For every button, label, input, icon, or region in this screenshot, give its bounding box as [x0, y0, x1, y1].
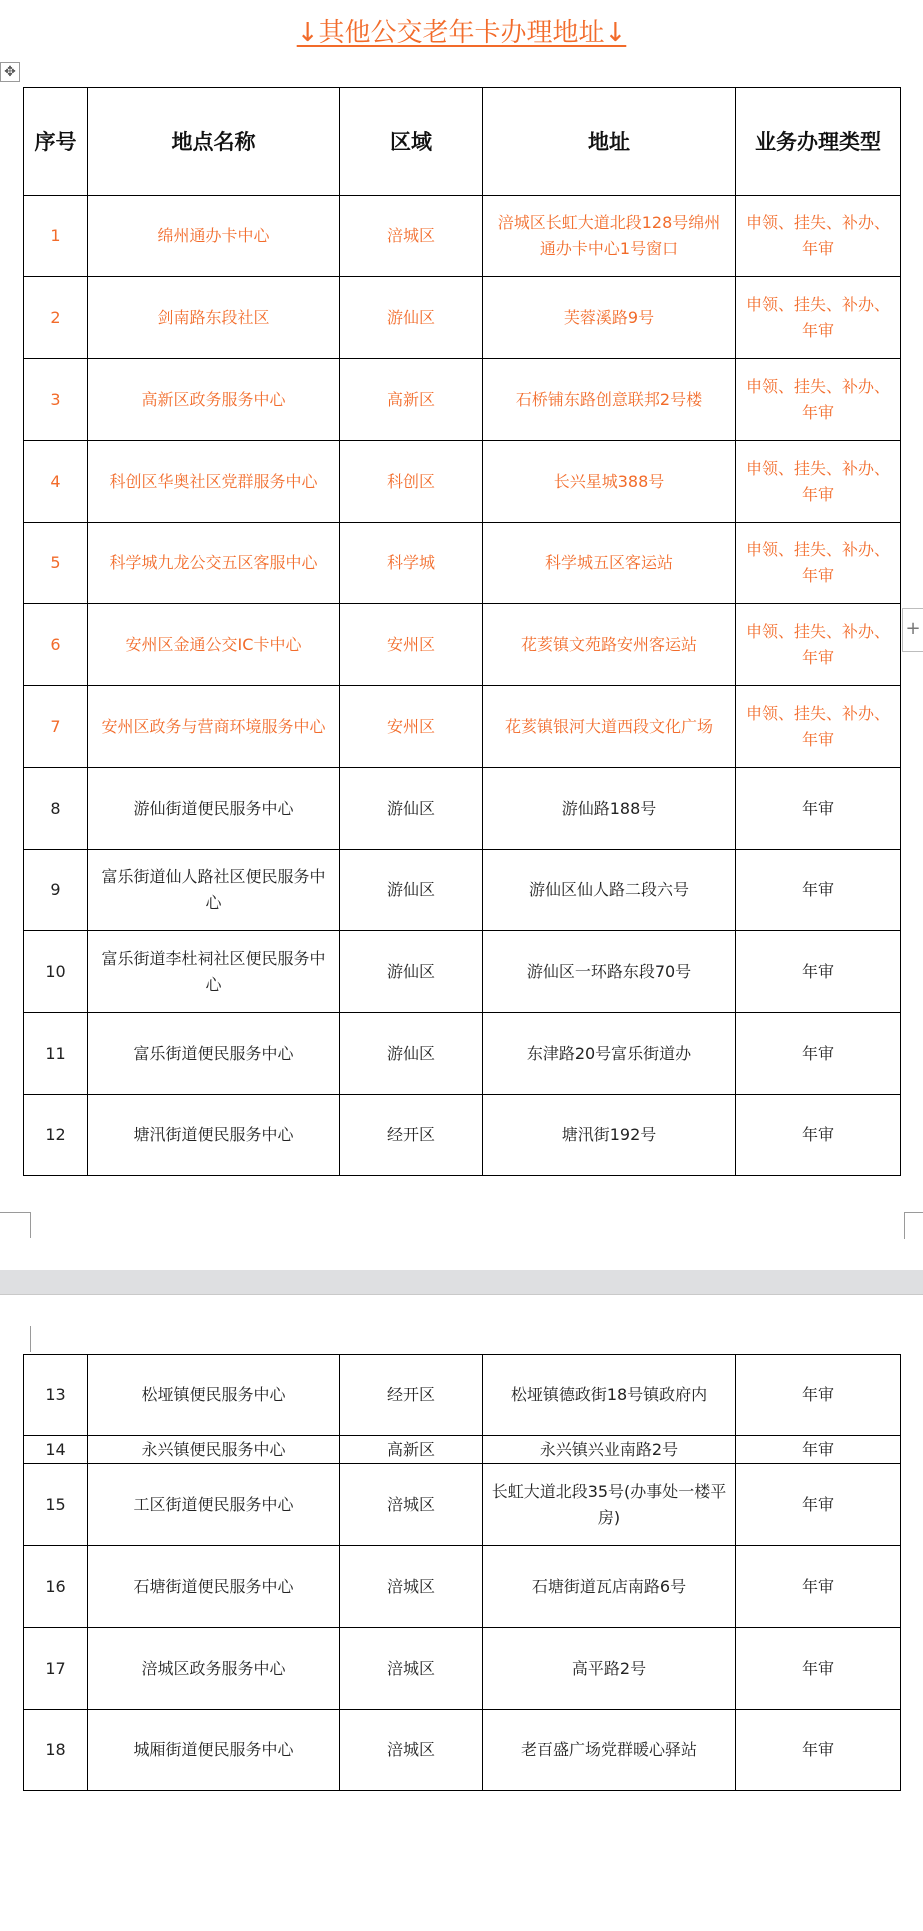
cell-name: 富乐街道便民服务中心: [88, 1013, 340, 1095]
table-row: [24, 686, 901, 768]
cell-no: 7: [24, 686, 88, 768]
cell-address: 永兴镇兴业南路2号: [483, 1436, 736, 1464]
cell-no: 8: [24, 768, 88, 850]
cell-no: 15: [24, 1464, 88, 1546]
crop-mark-bottom-left-h: [0, 1212, 30, 1213]
cell-name: 科创区华奥社区党群服务中心: [88, 441, 340, 523]
cell-no: 13: [24, 1355, 88, 1436]
cell-district: 经开区: [340, 1355, 483, 1436]
table-row: [24, 1095, 901, 1176]
table-row: [24, 931, 901, 1013]
cell-no: 16: [24, 1546, 88, 1628]
cell-district: 游仙区: [340, 931, 483, 1013]
cell-name: 安州区金通公交IC卡中心: [88, 604, 340, 686]
cell-district: 游仙区: [340, 850, 483, 931]
cell-no: 2: [24, 277, 88, 359]
cell-service: 年审: [736, 768, 901, 850]
cell-no: 18: [24, 1710, 88, 1791]
crop-mark-bottom-right: [904, 1212, 923, 1239]
cell-address: 松垭镇德政街18号镇政府内: [483, 1355, 736, 1436]
cell-no: 5: [24, 523, 88, 604]
cell-name: 富乐街道李杜祠社区便民服务中心: [88, 931, 340, 1013]
header-name: 地点名称: [88, 88, 340, 196]
table-row: [24, 1710, 901, 1791]
header-address: 地址: [483, 88, 736, 196]
cell-service: 年审: [736, 1095, 901, 1176]
cell-no: 9: [24, 850, 88, 931]
cell-no: 10: [24, 931, 88, 1013]
cell-district: 科学城: [340, 523, 483, 604]
page-break-gap: [0, 1270, 923, 1294]
cell-district: 安州区: [340, 686, 483, 768]
cell-no: 4: [24, 441, 88, 523]
table-row: [24, 1628, 901, 1710]
cell-address: 高平路2号: [483, 1628, 736, 1710]
cell-district: 涪城区: [340, 196, 483, 277]
cell-address: 花荄镇文苑路安州客运站: [483, 604, 736, 686]
add-column-icon[interactable]: +: [902, 608, 923, 652]
cell-district: 涪城区: [340, 1710, 483, 1791]
table-row: [24, 604, 901, 686]
table-move-handle-icon[interactable]: ✥: [0, 62, 20, 82]
cell-service: 申领、挂失、补办、年审: [736, 196, 901, 277]
cell-address: 游仙路188号: [483, 768, 736, 850]
cell-no: 11: [24, 1013, 88, 1095]
table-row: [24, 196, 901, 277]
cell-service: 申领、挂失、补办、年审: [736, 277, 901, 359]
cell-name: 永兴镇便民服务中心: [88, 1436, 340, 1464]
table-row: [24, 1464, 901, 1546]
header-no: 序号: [24, 88, 88, 196]
cell-name: 绵州通办卡中心: [88, 196, 340, 277]
cell-district: 涪城区: [340, 1464, 483, 1546]
crop-mark-top-left: [30, 1326, 31, 1352]
cell-service: 年审: [736, 1546, 901, 1628]
cell-address: 芙蓉溪路9号: [483, 277, 736, 359]
cell-service: 年审: [736, 931, 901, 1013]
cell-name: 高新区政务服务中心: [88, 359, 340, 441]
cell-address: 游仙区仙人路二段六号: [483, 850, 736, 931]
cell-district: 高新区: [340, 1436, 483, 1464]
cell-name: 工区街道便民服务中心: [88, 1464, 340, 1546]
cell-service: 年审: [736, 1710, 901, 1791]
cell-address: 长虹大道北段35号(办事处一楼平房): [483, 1464, 736, 1546]
table-row: [24, 441, 901, 523]
table-header-row: [24, 88, 901, 196]
page-break-shadow: [0, 1294, 923, 1295]
cell-address: 石桥铺东路创意联邦2号楼: [483, 359, 736, 441]
cell-name: 松垭镇便民服务中心: [88, 1355, 340, 1436]
cell-service: 申领、挂失、补办、年审: [736, 686, 901, 768]
cell-service: 申领、挂失、补办、年审: [736, 359, 901, 441]
cell-district: 游仙区: [340, 277, 483, 359]
cell-name: 城厢街道便民服务中心: [88, 1710, 340, 1791]
cell-name: 安州区政务与营商环境服务中心: [88, 686, 340, 768]
page-title: ↓其他公交老年卡办理地址↓: [296, 18, 627, 48]
cell-district: 安州区: [340, 604, 483, 686]
address-table-page-1: [23, 87, 901, 1176]
cell-service: 年审: [736, 1464, 901, 1546]
table-row: [24, 850, 901, 931]
table-row: [24, 1355, 901, 1436]
cell-address: 涪城区长虹大道北段128号绵州通办卡中心1号窗口: [483, 196, 736, 277]
cell-service: 年审: [736, 1355, 901, 1436]
cell-address: 东津路20号富乐街道办: [483, 1013, 736, 1095]
table-row: [24, 359, 901, 441]
cell-district: 游仙区: [340, 1013, 483, 1095]
cell-name: 科学城九龙公交五区客服中心: [88, 523, 340, 604]
cell-service: 年审: [736, 1436, 901, 1464]
cell-address: 老百盛广场党群暖心驿站: [483, 1710, 736, 1791]
table-row: [24, 768, 901, 850]
cell-service: 申领、挂失、补办、年审: [736, 604, 901, 686]
cell-name: 富乐街道仙人路社区便民服务中心: [88, 850, 340, 931]
cell-service: 年审: [736, 1013, 901, 1095]
crop-mark-bottom-left: [0, 1212, 31, 1238]
cell-address: 游仙区一环路东段70号: [483, 931, 736, 1013]
cell-name: 游仙街道便民服务中心: [88, 768, 340, 850]
cell-name: 涪城区政务服务中心: [88, 1628, 340, 1710]
cell-service: 年审: [736, 850, 901, 931]
table-row: [24, 277, 901, 359]
cell-district: 高新区: [340, 359, 483, 441]
address-table-page-2: [23, 1354, 901, 1791]
cell-no: 14: [24, 1436, 88, 1464]
cell-district: 游仙区: [340, 768, 483, 850]
cell-address: 石塘街道瓦店南路6号: [483, 1546, 736, 1628]
cell-no: 17: [24, 1628, 88, 1710]
cell-name: 塘汛街道便民服务中心: [88, 1095, 340, 1176]
cell-district: 科创区: [340, 441, 483, 523]
table-row: [24, 523, 901, 604]
cell-no: 12: [24, 1095, 88, 1176]
table-row: [24, 1546, 901, 1628]
cell-district: 经开区: [340, 1095, 483, 1176]
cell-no: 1: [24, 196, 88, 277]
cell-service: 年审: [736, 1628, 901, 1710]
cell-address: 花荄镇银河大道西段文化广场: [483, 686, 736, 768]
cell-service: 申领、挂失、补办、年审: [736, 523, 901, 604]
cell-service: 申领、挂失、补办、年审: [736, 441, 901, 523]
cell-district: 涪城区: [340, 1546, 483, 1628]
cell-address: 科学城五区客运站: [483, 523, 736, 604]
cell-no: 6: [24, 604, 88, 686]
header-district: 区域: [340, 88, 483, 196]
table-row: [24, 1436, 901, 1464]
table-row: [24, 1013, 901, 1095]
header-service: 业务办理类型: [736, 88, 901, 196]
cell-no: 3: [24, 359, 88, 441]
cell-district: 涪城区: [340, 1628, 483, 1710]
cell-name: 剑南路东段社区: [88, 277, 340, 359]
cell-address: 塘汛街192号: [483, 1095, 736, 1176]
cell-name: 石塘街道便民服务中心: [88, 1546, 340, 1628]
cell-address: 长兴星城388号: [483, 441, 736, 523]
